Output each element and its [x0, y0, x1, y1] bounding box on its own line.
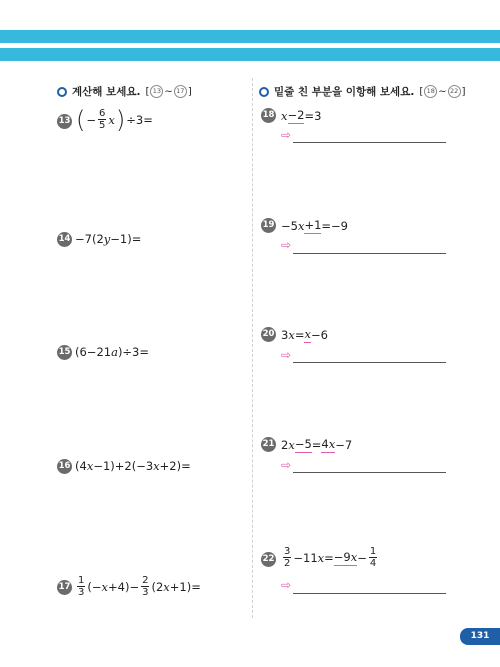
problem-22-expression: $\frac{3}{2}$ −11 x = −9x − $\frac{1}{4}$ [284, 546, 377, 569]
problem-number: 13 [57, 114, 72, 129]
fraction: $\frac{2}{3}$ [142, 575, 149, 598]
fraction: $\frac{1}{4}$ [369, 546, 377, 569]
problem-17-expression: $\frac{1}{3}$ (− x +4)− $\frac{2}{3}$ (2 x +1)= [78, 575, 201, 598]
bullet-ring-icon [57, 87, 67, 97]
right-instruction-text: 밑줄 친 부분을 이항해 보세요. [274, 86, 415, 98]
left-range: [ 13 ~ 17 ] [145, 86, 192, 98]
problem-number: 21 [261, 437, 276, 452]
answer-arrow-icon: ⇨ [281, 458, 292, 472]
answer-arrow-icon: ⇨ [281, 348, 292, 362]
fraction: $\frac{1}{3}$ [78, 575, 85, 598]
problem-13-expression: ( − $\frac{6}{5}$ x ) ÷3= [76, 105, 153, 134]
problem-21-expression: 2 x −5 = 4x −7 [281, 437, 353, 452]
answer-arrow-icon: ⇨ [281, 128, 292, 142]
problem-number: 19 [261, 218, 276, 233]
answer-line[interactable] [293, 593, 446, 594]
answer-line[interactable] [293, 142, 446, 143]
problem-15-expression: (6−21 a )÷3= [75, 345, 150, 359]
problem-number: 16 [57, 459, 72, 474]
problem-number: 20 [261, 327, 276, 342]
right-range: [ 18 ~ 22 ] [419, 86, 466, 98]
answer-line[interactable] [293, 472, 446, 473]
problem-number: 17 [57, 580, 72, 595]
problem-19-expression: −5 x +1 =−9 [281, 218, 348, 233]
column-divider [252, 78, 253, 618]
right-instruction [259, 84, 466, 99]
fraction: $\frac{6}{5}$ [99, 108, 106, 131]
page-number: 131 [460, 628, 500, 645]
left-instruction-text: 계산해 보세요. [72, 86, 141, 98]
answer-line[interactable] [293, 362, 446, 363]
answer-line[interactable] [293, 253, 446, 254]
problem-number: 14 [57, 232, 72, 247]
top-banner-bar-2 [0, 48, 500, 61]
problem-number: 15 [57, 345, 72, 360]
problem-number: 18 [261, 108, 276, 123]
answer-arrow-icon: ⇨ [281, 238, 292, 252]
problem-number: 22 [261, 552, 276, 567]
problem-20-expression: 3 x = x −6 [281, 327, 328, 342]
left-instruction [57, 84, 192, 99]
problem-14-expression: −7(2 y −1)= [75, 232, 142, 246]
bullet-ring-icon [259, 87, 269, 97]
problem-16-expression: (4 x −1)+2(−3 x +2)= [75, 459, 191, 473]
answer-arrow-icon: ⇨ [281, 578, 292, 592]
fraction: $\frac{3}{2}$ [284, 546, 291, 569]
problem-18-expression: x −2 =3 [281, 108, 322, 123]
top-banner-bar [0, 30, 500, 43]
